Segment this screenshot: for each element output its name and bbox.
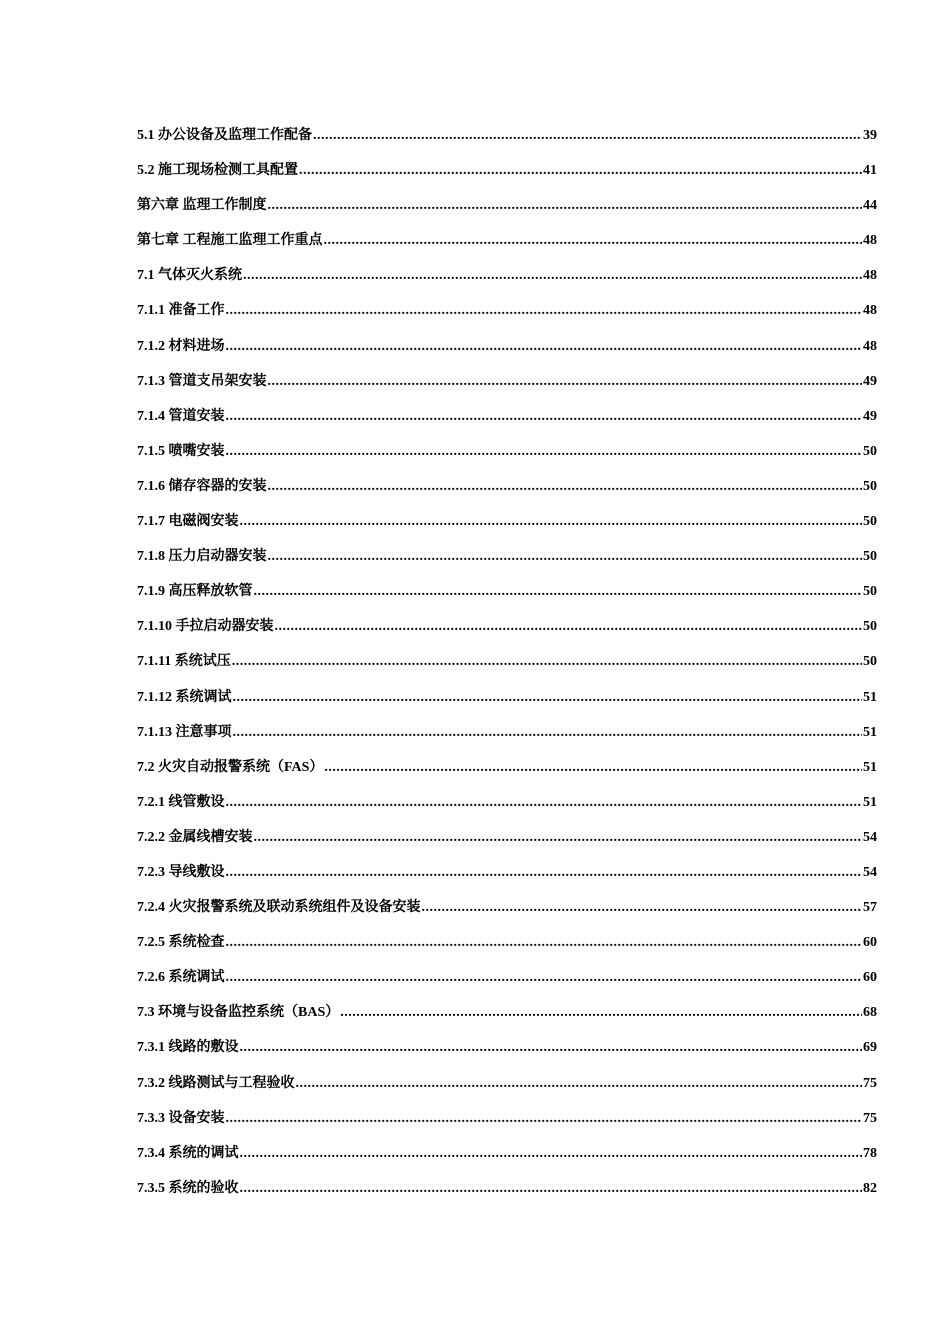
toc-entry-title: 7.1.11 系统试压 [137,654,231,670]
toc-entry[interactable] [137,1136,877,1171]
toc-entry-page-number: 82 [863,1180,877,1196]
toc-entry-page-number: 54 [863,829,877,845]
toc-entry-title: 5.2 施工现场检测工具配置 [137,163,298,179]
toc-entry-page-number: 75 [863,1075,877,1091]
toc-entry-title: 7.1.1 准备工作 [137,303,225,319]
toc-entry-page-number: 50 [863,654,877,670]
toc-entry-page-number: 48 [863,233,877,249]
table-of-contents [137,118,877,1206]
toc-entry-title: 7.3 环境与设备监控系统（BAS） [137,1005,340,1021]
toc-dot-leader [233,715,863,750]
toc-entry-title: 7.1.3 管道支吊架安装 [137,373,267,389]
toc-dot-leader [254,574,863,609]
toc-entry-page-number: 75 [863,1110,877,1126]
toc-dot-leader [268,188,863,223]
toc-dot-leader [324,750,862,785]
toc-entry-title: 7.3.5 系统的验收 [137,1180,239,1196]
toc-dot-leader [243,258,862,293]
toc-dot-leader [226,785,863,820]
toc-dot-leader [240,1136,863,1171]
toc-entry[interactable] [137,1030,877,1065]
toc-entry-title: 7.1.13 注意事项 [137,724,232,740]
toc-entry-page-number: 50 [863,478,877,494]
toc-dot-leader [226,925,863,960]
toc-entry-page-number: 41 [863,163,877,179]
toc-entry-title: 7.2.5 系统检查 [137,935,225,951]
toc-entry-page-number: 50 [863,443,877,459]
toc-entry-page-number: 54 [863,864,877,880]
toc-entry[interactable] [137,1101,877,1136]
toc-entry-title: 7.1.12 系统调试 [137,689,232,705]
toc-entry[interactable] [137,995,877,1030]
toc-dot-leader [240,504,863,539]
toc-dot-leader [226,329,863,364]
toc-entry-title: 7.2.4 火灾报警系统及联动系统组件及设备安装 [137,900,421,916]
toc-entry[interactable] [137,960,877,995]
toc-entry[interactable] [137,504,877,539]
toc-entry[interactable] [137,539,877,574]
toc-entry[interactable] [137,293,877,328]
toc-entry[interactable] [137,574,877,609]
toc-entry[interactable] [137,399,877,434]
toc-entry[interactable] [137,820,877,855]
toc-entry-title: 7.1.9 高压释放软管 [137,584,253,600]
toc-entry-page-number: 49 [863,373,877,389]
toc-entry-title: 7.2 火灾自动报警系统（FAS） [137,759,324,775]
toc-dot-leader [422,890,863,925]
toc-dot-leader [268,469,863,504]
toc-entry-page-number: 50 [863,514,877,530]
toc-entry-page-number: 51 [863,794,877,810]
toc-dot-leader [240,1171,863,1206]
toc-entry-title: 7.1.5 喷嘴安装 [137,443,225,459]
toc-dot-leader [226,1101,863,1136]
toc-entry-title: 7.3.2 线路测试与工程验收 [137,1075,295,1091]
toc-entry[interactable] [137,223,877,258]
toc-dot-leader [226,293,863,328]
toc-entry-page-number: 68 [863,1005,877,1021]
toc-dot-leader [296,1066,863,1101]
toc-entry-page-number: 51 [863,759,877,775]
toc-dot-leader [226,399,863,434]
toc-entry[interactable] [137,609,877,644]
toc-entry[interactable] [137,118,877,153]
toc-entry-title: 7.2.6 系统调试 [137,970,225,986]
toc-entry-page-number: 44 [863,198,877,214]
toc-entry-title: 7.2.2 金属线槽安装 [137,829,253,845]
toc-entry-page-number: 49 [863,408,877,424]
toc-dot-leader [226,434,863,469]
toc-entry[interactable] [137,469,877,504]
toc-entry-page-number: 50 [863,584,877,600]
toc-entry[interactable] [137,258,877,293]
toc-entry[interactable] [137,785,877,820]
toc-dot-leader [232,644,862,679]
toc-entry-page-number: 69 [863,1040,877,1056]
toc-entry[interactable] [137,680,877,715]
toc-entry-title: 7.1.2 材料进场 [137,338,225,354]
toc-dot-leader [226,960,863,995]
toc-dot-leader [226,855,863,890]
toc-dot-leader [299,153,862,188]
toc-entry-title: 7.3.4 系统的调试 [137,1145,239,1161]
toc-entry-title: 7.1 气体灭火系统 [137,268,242,284]
toc-entry-page-number: 78 [863,1145,877,1161]
toc-entry-page-number: 60 [863,935,877,951]
toc-dot-leader [268,539,863,574]
toc-entry-page-number: 51 [863,689,877,705]
toc-entry-page-number: 48 [863,268,877,284]
toc-entry[interactable] [137,153,877,188]
toc-dot-leader [254,820,863,855]
toc-entry-page-number: 48 [863,303,877,319]
toc-entry-title: 7.1.4 管道安装 [137,408,225,424]
toc-entry-title: 7.3.3 设备安装 [137,1110,225,1126]
toc-entry-title: 5.1 办公设备及监理工作配备 [137,128,312,143]
toc-dot-leader [313,118,862,153]
toc-entry-title: 7.1.10 手拉启动器安装 [137,619,274,635]
toc-entry[interactable] [137,644,877,679]
toc-entry[interactable] [137,1066,877,1101]
toc-entry[interactable] [137,329,877,364]
toc-entry[interactable] [137,925,877,960]
toc-entry-title: 7.1.7 电磁阀安装 [137,514,239,530]
toc-entry-title: 7.2.1 线管敷设 [137,794,225,810]
toc-entry[interactable] [137,715,877,750]
toc-entry-page-number: 57 [863,900,877,916]
toc-dot-leader [240,1030,863,1065]
toc-entry-title: 7.3.1 线路的敷设 [137,1040,239,1056]
toc-entry-page-number: 50 [863,549,877,565]
toc-entry[interactable] [137,855,877,890]
toc-entry[interactable] [137,750,877,785]
toc-entry-page-number: 60 [863,970,877,986]
toc-dot-leader [324,223,863,258]
toc-entry-title: 7.1.6 储存容器的安装 [137,478,267,494]
toc-entry-page-number: 51 [863,724,877,740]
toc-entry-page-number: 50 [863,619,877,635]
toc-dot-leader [268,364,863,399]
toc-entry[interactable] [137,364,877,399]
toc-entry-page-number: 39 [863,128,877,143]
toc-entry-title: 7.2.3 导线敷设 [137,864,225,880]
toc-entry-title: 第六章 监理工作制度 [137,198,267,214]
toc-dot-leader [233,680,863,715]
toc-entry[interactable] [137,890,877,925]
toc-entry[interactable] [137,434,877,469]
toc-dot-leader [340,995,862,1030]
toc-dot-leader [275,609,863,644]
toc-entry-title: 7.1.8 压力启动器安装 [137,549,267,565]
toc-entry-page-number: 48 [863,338,877,354]
toc-entry-title: 第七章 工程施工监理工作重点 [137,233,323,249]
toc-entry[interactable] [137,188,877,223]
toc-entry[interactable] [137,1171,877,1206]
